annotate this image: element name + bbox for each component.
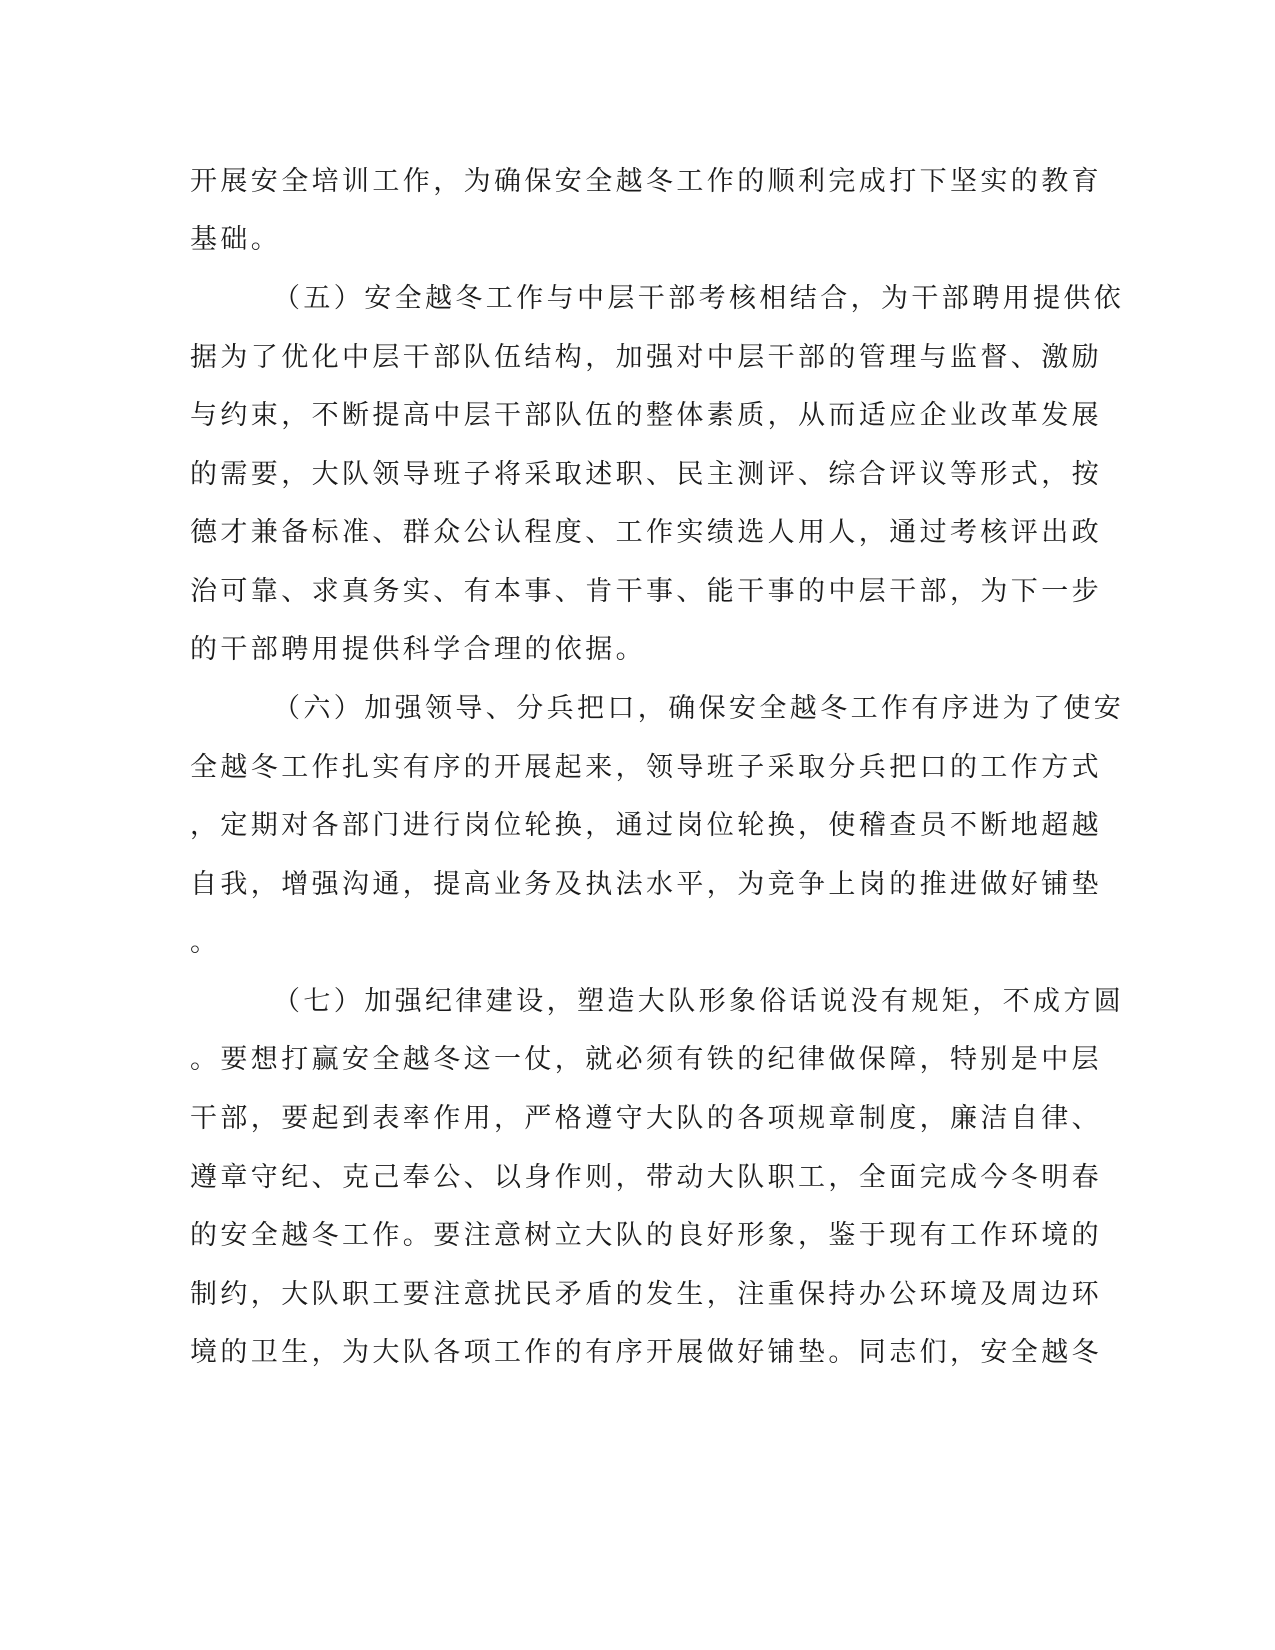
text-line-1: 开展安全培训工作，为确保安全越冬工作的顺利完成打下坚实的教育 [190, 166, 1102, 197]
text-line-17: 干部，要起到表率作用，严格遵守大队的各项规章制度，廉洁自律、 [190, 1103, 1102, 1134]
text-line-14: 。 [190, 927, 221, 958]
text-line-11: 全越冬工作扎实有序的开展起来，领导班子采取分兵把口的工作方式 [190, 752, 1102, 783]
text-line-18: 遵章守纪、克己奉公、以身作则，带动大队职工，全面完成今冬明春 [190, 1162, 1102, 1193]
text-line-9: 的干部聘用提供科学合理的依据。 [190, 634, 646, 665]
text-line-5: 与约束，不断提高中层干部队伍的整体素质，从而适应企业改革发展 [190, 400, 1102, 431]
text-line-4: 据为了优化中层干部队伍结构，加强对中层干部的管理与监督、激励 [190, 342, 1102, 373]
text-line-6: 的需要，大队领导班子将采取述职、民主测评、综合评议等形式，按 [190, 459, 1102, 490]
text-line-13: 自我，增强沟通，提高业务及执法水平，为竞争上岗的推进做好铺垫 [190, 869, 1102, 900]
text-line-15: （七）加强纪律建设，塑造大队形象俗话说没有规矩，不成方圆 [273, 986, 1125, 1017]
text-line-12: ，定期对各部门进行岗位轮换，通过岗位轮换，使稽查员不断地超越 [190, 810, 1102, 841]
text-line-19: 的安全越冬工作。要注意树立大队的良好形象，鉴于现有工作环境的 [190, 1220, 1102, 1251]
text-line-21: 境的卫生，为大队各项工作的有序开展做好铺垫。同志们，安全越冬 [190, 1337, 1102, 1368]
text-line-2: 基础。 [190, 224, 282, 255]
text-line-3: （五）安全越冬工作与中层干部考核相结合，为干部聘用提供依 [273, 283, 1125, 314]
text-line-16: 。要想打赢安全越冬这一仗，就必须有铁的纪律做保障，特别是中层 [190, 1044, 1102, 1075]
text-line-10: （六）加强领导、分兵把口，确保安全越冬工作有序进为了使安 [273, 693, 1125, 724]
text-line-7: 德才兼备标准、群众公认程度、工作实绩选人用人，通过考核评出政 [190, 517, 1102, 548]
text-line-8: 治可靠、求真务实、有本事、肯干事、能干事的中层干部，为下一步 [190, 576, 1102, 607]
text-line-20: 制约，大队职工要注意扰民矛盾的发生，注重保持办公环境及周边环 [190, 1279, 1102, 1310]
